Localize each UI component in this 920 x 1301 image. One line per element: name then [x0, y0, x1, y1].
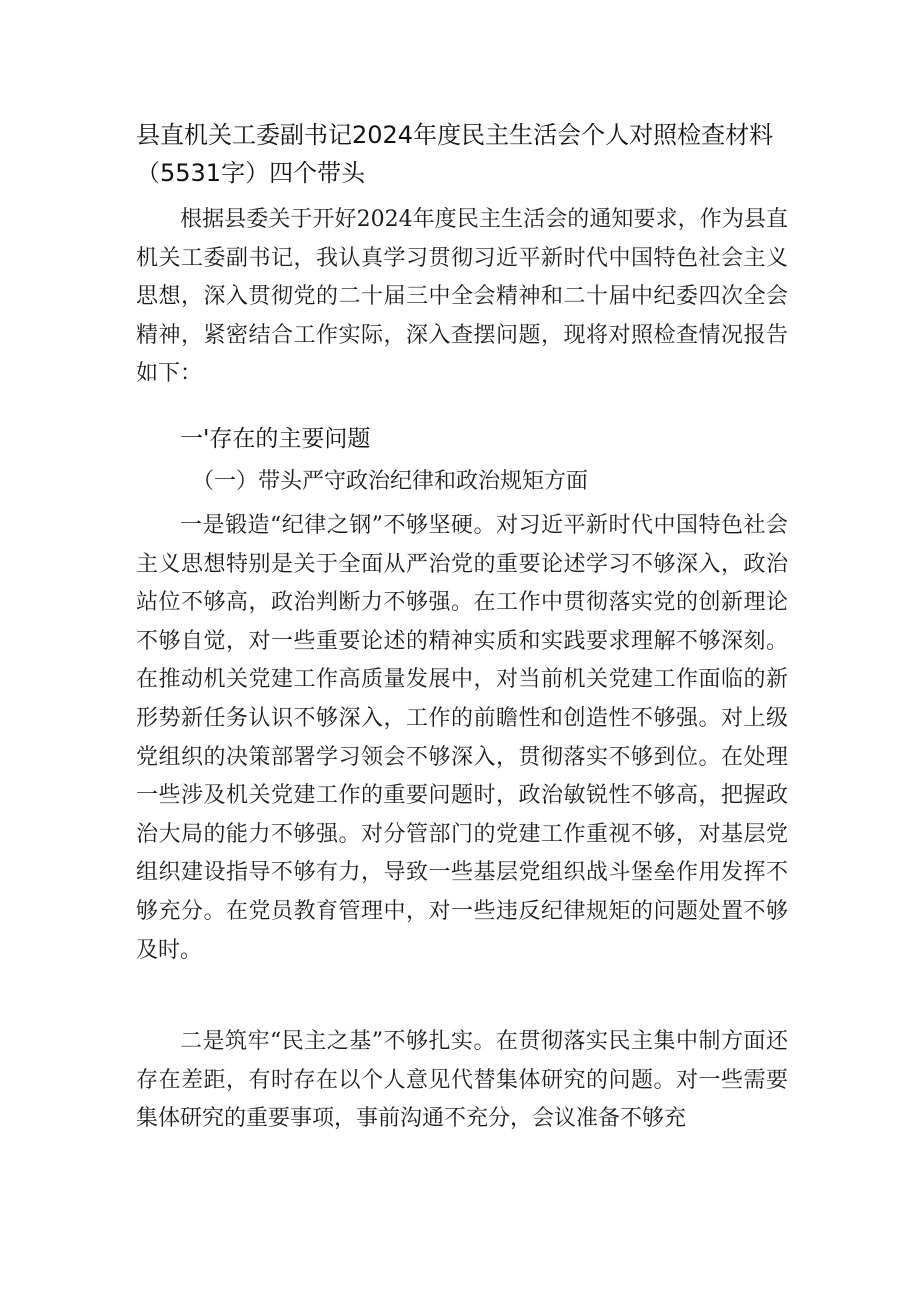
document-title: 县直机关工委副书记2024年度民主生活会个人对照检查材料（5531字）四个带头 — [136, 121, 774, 187]
paragraph-democracy: 二是筑牢“民主之基”不够扎实。在贯彻落实民主集中制方面还存在差距，有时存在以个人意见代替集体研究的问题。对一些需要集体研究的重要事项，事前沟通不充分，会议准备不够充 — [136, 1029, 788, 1132]
paragraph-discipline: 一是锻造“纪律之钢”不够坚硬。对习近平新时代中国特色社会主义思想特别是关于全面从严治党的重要论述学习不够深入，政治站位不够高，政治判断力不够强。在工作中贯彻落实党的创新理论不够自觉，对一些重要论述的精神实质和实践要求理解不够深刻。在推动机关党建工作高质量发展中，对当前机关党建工作面临的新形势新任务认识不够深入，工作的前瞻性和创造性不够强。对上级党组织的决策部署学习领会不够深入，贯彻落实不够到位。在处理一些涉及机关党建工作的重要问题时，政治敏锐性不够高，把握政治大局的能力不够强。对分管部门的党建工作重视不够，对基层党组织建设指导不够有力，导致一些基层党组织战斗堡垒作用发挥不够充分。在党员教育管理中，对一些违反纪律规矩的问题处置不够及时。 — [136, 513, 788, 963]
sub-heading: （一）带头严守政治纪律和政治规矩方面 — [192, 469, 589, 494]
section-heading: 一'存在的主要问题 — [180, 426, 371, 452]
intro-paragraph: 根据县委关于开好2024年度民主生活会的通知要求，作为县直机关工委副书记，我认真学习贯彻习近平新时代中国特色社会主义思想，深入贯彻党的二十届三中全会精神和二十届中纪委四次全会精神，紧密结合工作实际，深入查摆问题，现将对照检查情况报告如下： — [136, 207, 788, 387]
